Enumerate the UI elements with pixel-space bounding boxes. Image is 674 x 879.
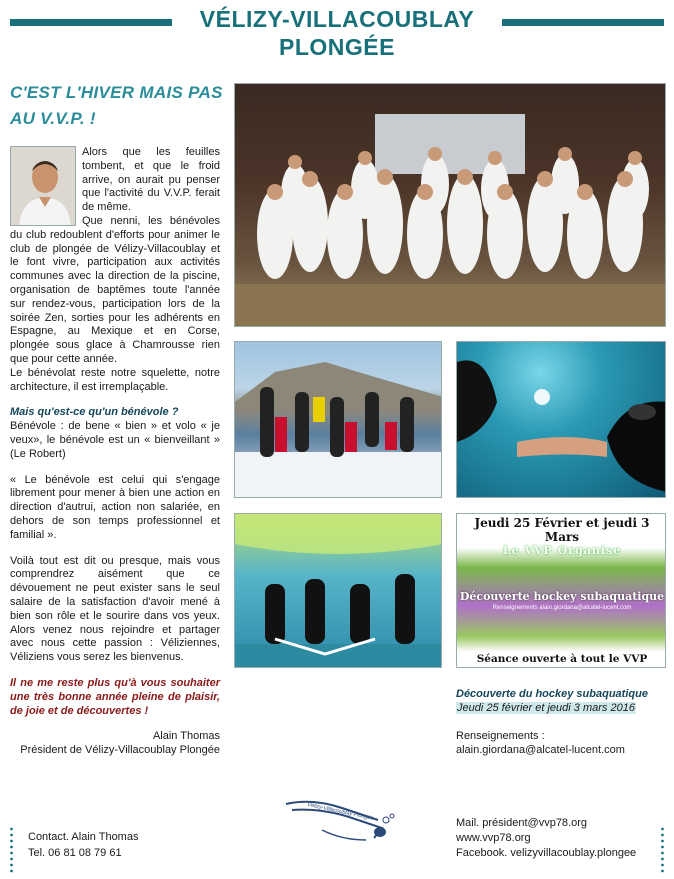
- logo-text: Vélizy-Villacoublay Plongée: [306, 802, 374, 822]
- article-p3: Bénévole : de bene « bien » et volo « je veux», le bénévole est un « bienveillant » (Le Robert): [10, 420, 220, 460]
- poster-hockey: Découverte hockey subaquatique: [459, 590, 665, 603]
- signature-name: Alain Thomas: [152, 730, 220, 743]
- poster-organise: Le VVP Organise: [502, 544, 622, 557]
- poster-renseignements: Renseignements alain.giordana@alcatel-lucent.com: [492, 605, 632, 611]
- intro-line-4: que l'activité du V.V.P. ferait: [82, 187, 220, 200]
- group-photo: [234, 83, 666, 327]
- footer-facebook[interactable]: Facebook. velizyvillacoublay.plongee: [456, 847, 637, 859]
- footer-mail[interactable]: Mail. président@vvp78.org: [456, 817, 588, 829]
- article-closing: Il ne me reste plus qu'à vous souhaiter une très bonne année pleine de plaisir, de joie et de découvertes !: [10, 676, 220, 717]
- intro-line-3: arrive, on aurait pu penser: [82, 173, 220, 186]
- event-title: Découverte du hockey subaquatique: [456, 688, 648, 700]
- diver-logo-icon: [282, 794, 404, 858]
- event-dates: Jeudi 25 février et jeudi 3 mars 2016: [457, 702, 635, 714]
- footer-tel: Tel. 06 81 08 79 61: [28, 847, 122, 859]
- underwater-photo: [456, 341, 666, 498]
- footer-contact: Contact. Alain Thomas: [28, 831, 139, 843]
- spacer: [10, 718, 220, 730]
- event-info-label: Renseignements :: [456, 730, 545, 742]
- intro-line-1: Alors que les feuilles: [82, 146, 220, 158]
- author-portrait: [10, 146, 76, 226]
- article-p4: « Le bénévole est celui qui s'engage librement pour mener à bien une action en direction d'autrui, action non salariée, en dehors de son temps professionnel et familial ».: [10, 473, 220, 541]
- signature-role: Président de Vélizy-Villacoublay Plongée: [20, 744, 220, 757]
- article-p2: Le bénévolat reste notre squelette, notre architecture, il est irremplaçable.: [10, 366, 220, 393]
- intro-line-5: de même.: [82, 201, 131, 214]
- intro-line-2: tombent, et que le froid: [82, 159, 220, 172]
- pool-divers-photo: [234, 513, 442, 668]
- underwater-illustration: [457, 342, 666, 498]
- article-body: [10, 215, 220, 758]
- footer-dots-right: [661, 826, 664, 874]
- footer-web[interactable]: www.vvp78.org: [456, 832, 531, 844]
- boat-divers-photo: [234, 341, 442, 498]
- spacer: [10, 394, 220, 406]
- article-title: [10, 80, 225, 132]
- event-info-email[interactable]: alain.giordana@alcatel-lucent.com: [456, 744, 625, 756]
- poster-top-line: Jeudi 25 Février et jeudi 3 Mars: [474, 516, 650, 544]
- footer-dots-left: [10, 826, 13, 874]
- pool-illustration: [235, 514, 442, 668]
- article-title-line2: AU V.V.P. !: [10, 109, 96, 128]
- poster-bottom-line: Séance ouverte à tout le VVP: [476, 653, 648, 665]
- spacer: [10, 665, 220, 677]
- club-logo: [282, 794, 404, 858]
- article-title-line1: C'EST L'HIVER MAIS PAS: [10, 83, 223, 102]
- header-title-line2: PLONGÉE: [279, 34, 395, 60]
- spacer: [10, 543, 220, 555]
- article-p1-rest: Que nenni, les bénévoles du club redoublent d'efforts pour animer le club de plongée de Vélizy-Villacoublay et le font vivre, participation aux activités communes avec la direction de la piscine, organisation de baptêmes toute l'année sur rendez-vous, participation lors de la soirée Zen, sorties pour les adhérents en Espagne, au Mexique et en Corse, plongée sous glace à Chamrousse rien que pour cette année.: [10, 215, 220, 365]
- group-photo-illustration: [235, 84, 666, 327]
- article-intro-right: [82, 146, 220, 215]
- article-question: Mais qu'est-ce qu'un bénévole ?: [10, 406, 179, 419]
- boat-photo-illustration: [235, 342, 442, 498]
- article-p5: Voilà tout est dit ou presque, mais vous comprendrez aisément que ce dévouement ne peut exister sans le seul salaire de la satisfaction d'avoir mené à bien son rôle et le sourire dans vos yeux. Alors venez nous rejoindre et partager avec nous cette passion : Véliziennes, Véliziens vous serez les bienvenus.: [10, 554, 220, 664]
- hockey-poster: [456, 513, 666, 668]
- header-title-line1: VÉLIZY-VILLACOUBLAY: [199, 6, 475, 32]
- spacer: [10, 462, 220, 474]
